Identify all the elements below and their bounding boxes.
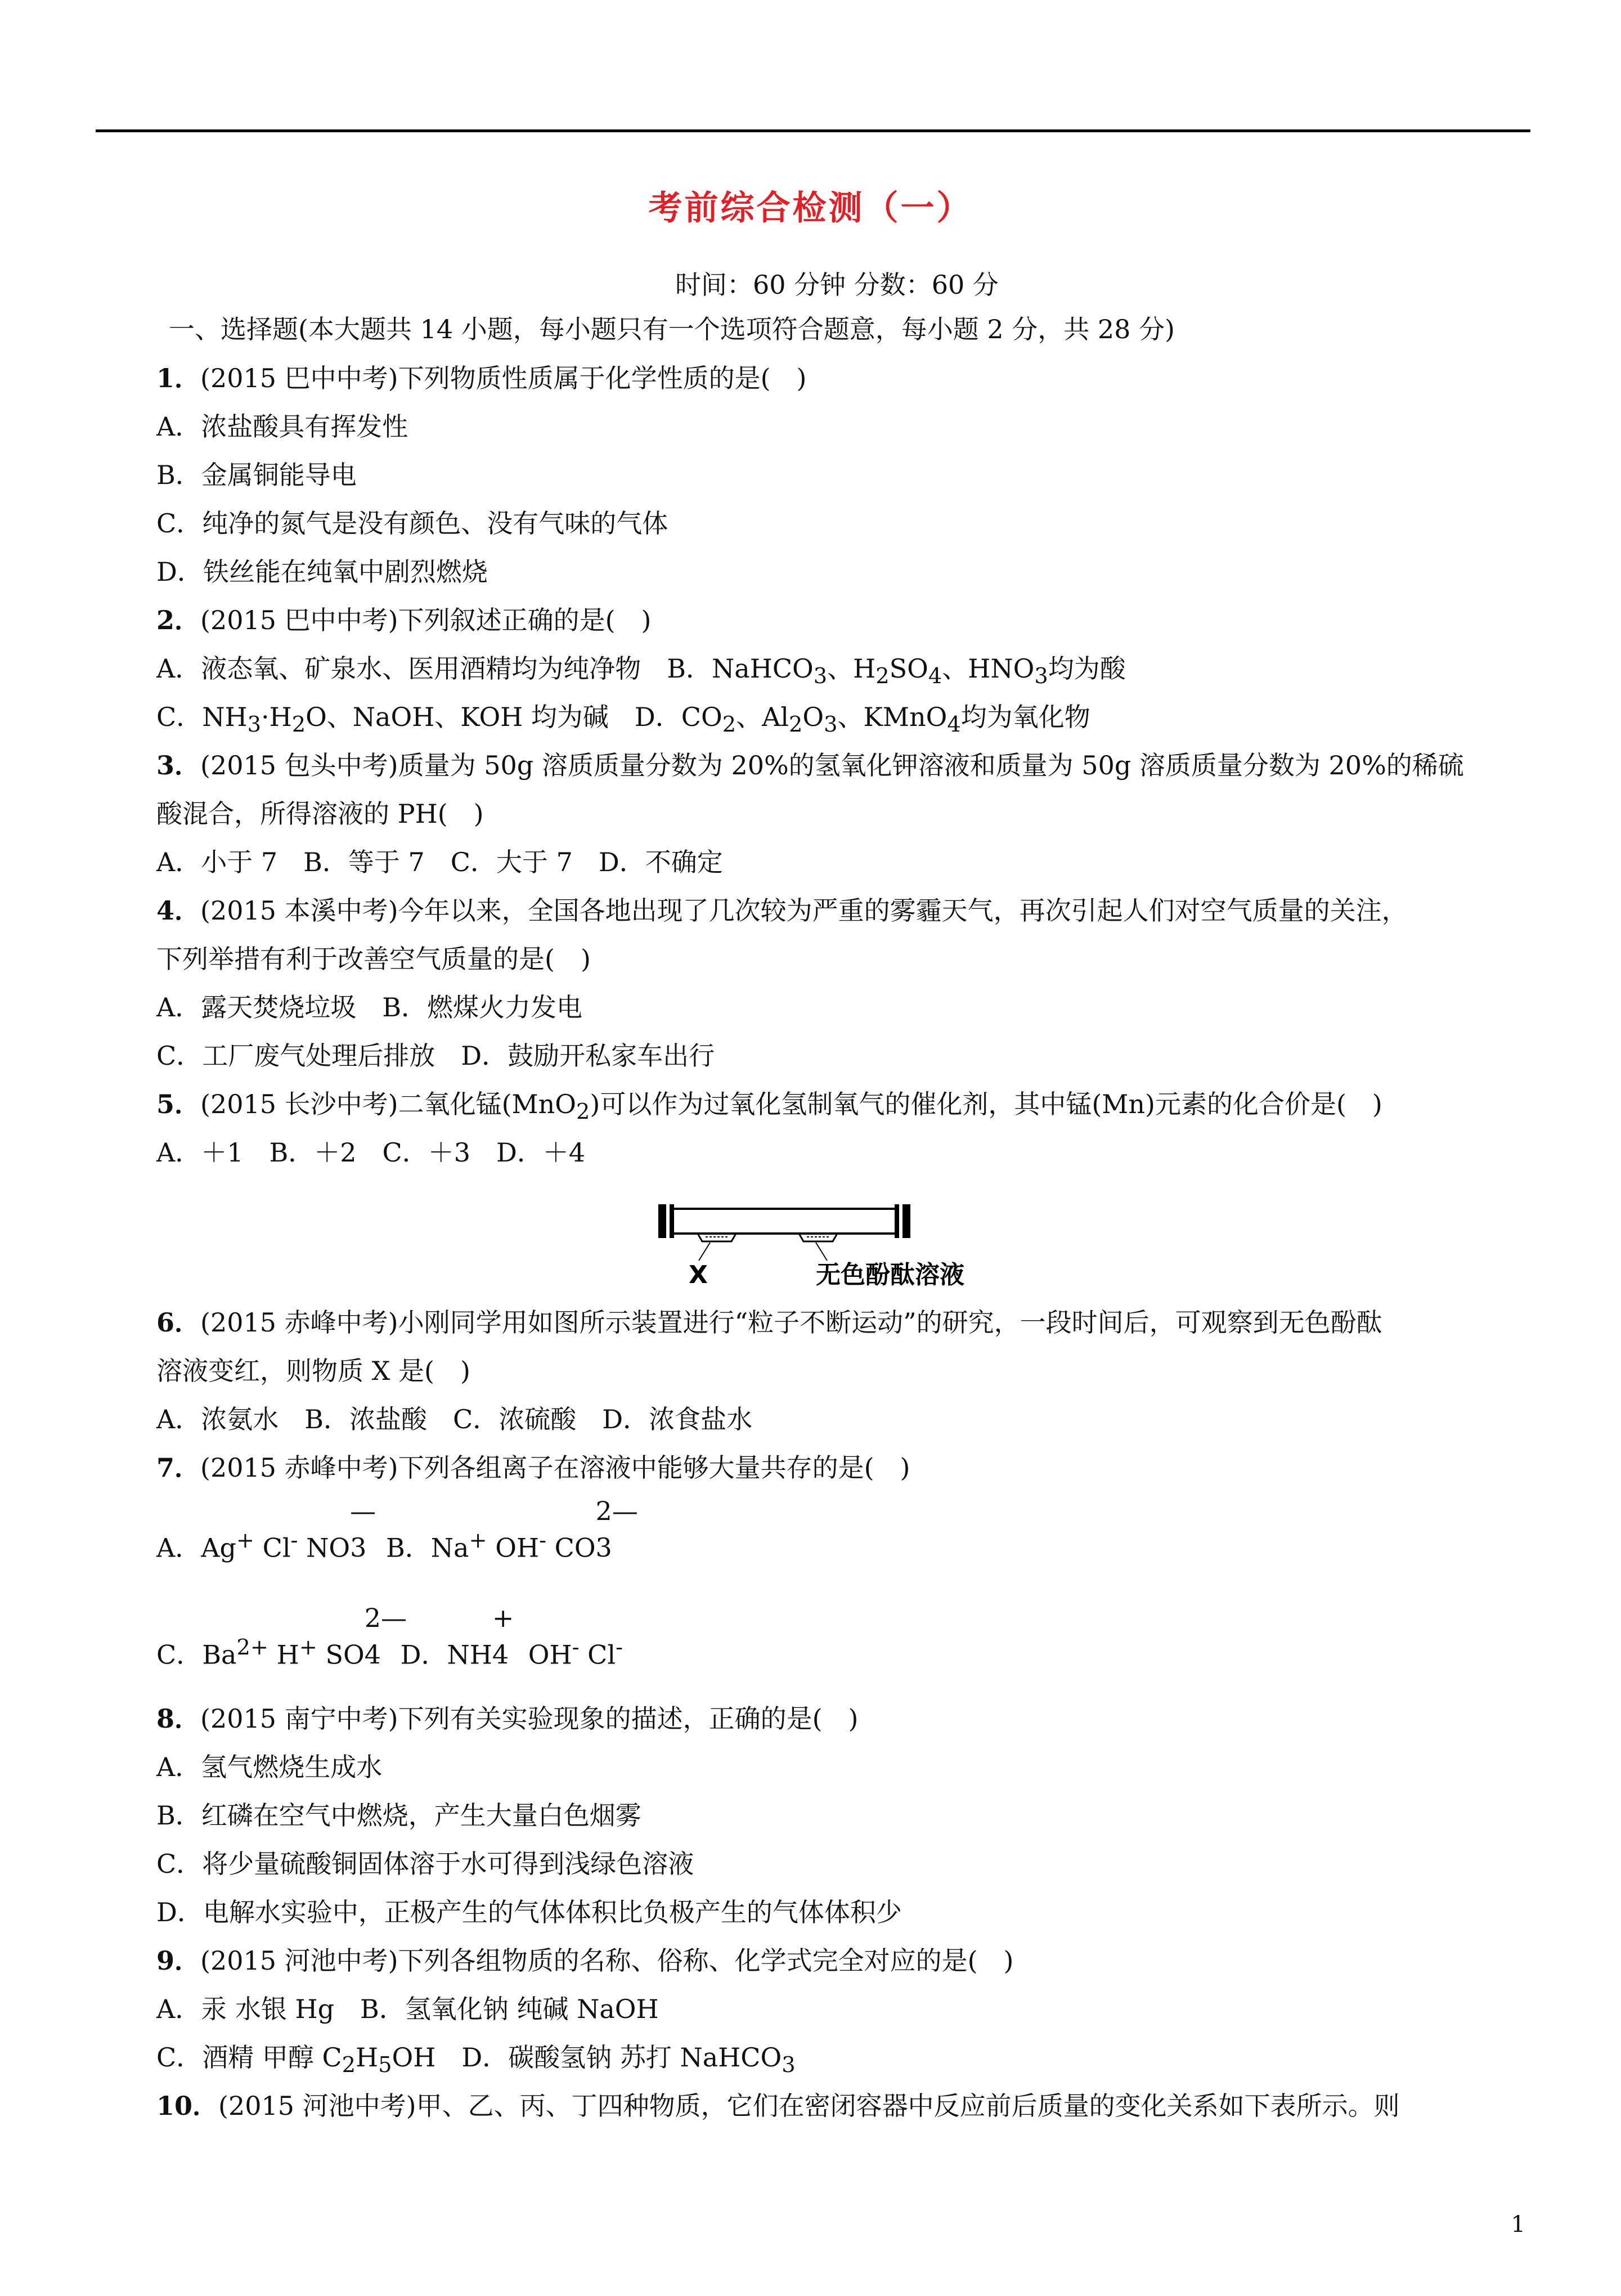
option-text: C．Ba [156, 1639, 237, 1670]
option-text: NO [298, 1532, 351, 1563]
question-number: 9． [156, 1945, 201, 1976]
option-text: A．Ag [156, 1532, 236, 1563]
option-text: Cl [254, 1532, 291, 1563]
charge: - [290, 1528, 298, 1553]
question-9 [156, 1944, 1014, 1977]
subscript: 2 [576, 1099, 590, 1125]
carbonate-ion [595, 1496, 638, 1564]
section-heading: 一、选择题(本大题共 14 小题，每小题只有一个选项符合题意，每小题 2 分，共 28 分) [169, 314, 1175, 344]
question-number: 3． [156, 750, 201, 781]
question-6-continued: 溶液变红，则物质 X 是( ) [156, 1356, 470, 1386]
question-4 [156, 894, 1408, 927]
option-text: SO [317, 1639, 365, 1670]
charge: - [616, 1635, 623, 1660]
option-text: O、NaOH、KOH 均为碱 D．CO [306, 702, 722, 732]
question-text: (2015 河池中考)甲、乙、丙、丁四种物质，它们在密闭容器中反应前后质量的变化关系如下表所示。则 [218, 2091, 1400, 2121]
q6-options: A．浓氨水 B．浓盐酸 C．浓硫酸 D．浓食盐水 [156, 1404, 753, 1434]
option-text: 均为酸 [1048, 653, 1126, 684]
question-text: (2015 巴中中考)下列叙述正确的是( ) [200, 605, 652, 635]
question-text: )可以作为过氧化氢制氧气的催化剂，其中锰(Mn)元素的化合价是( ) [590, 1089, 1382, 1119]
subscript: 4 [947, 712, 961, 738]
question-number: 7． [156, 1452, 201, 1483]
question-number: 1． [156, 363, 201, 393]
question-7 [156, 1451, 910, 1485]
q1-option-a: A．浓盐酸具有挥发性 [156, 411, 408, 442]
question-1 [156, 361, 807, 395]
question-2 [156, 603, 652, 637]
charge: — [350, 1496, 376, 1527]
q8-option-a: A．氢气燃烧生成水 [156, 1752, 383, 1782]
option-text: D．NH [400, 1639, 492, 1670]
subscript: 3 [247, 712, 261, 738]
charge: + [236, 1528, 255, 1553]
q9-options-ab: A．汞 水银 Hg B．氢氧化钠 纯碱 NaOH [156, 1994, 659, 2024]
option-text: 、HNO [942, 653, 1035, 684]
option-text: H [356, 2042, 379, 2073]
q8-option-c: C．将少量硫酸铜固体溶于水可得到浅绿色溶液 [156, 1849, 694, 1879]
tube-apparatus-figure [647, 1193, 964, 1300]
question-10 [156, 2089, 1400, 2123]
q3-options: A．小于 7 B．等于 7 C．大于 7 D．不确定 [156, 847, 723, 877]
question-text: (2015 赤峰中考)下列各组离子在溶液中能够大量共存的是( ) [200, 1452, 910, 1483]
nitrate-ion [350, 1496, 376, 1564]
subscript: 2 [722, 712, 737, 738]
q1-option-c: C．纯净的氮气是没有颜色、没有气味的气体 [156, 508, 668, 539]
option-text: OH D．碳酸氢钠 苏打 NaHCO [392, 2042, 782, 2073]
question-text: (2015 长沙中考)二氧化锰(MnO [200, 1089, 576, 1119]
subscript: 3 [350, 1532, 367, 1563]
exam-meta: 时间：60 分钟 分数：60 分 [675, 270, 999, 300]
q7-options-ab [156, 1496, 638, 1564]
q8-option-b: B．红磷在空气中燃烧，产生大量白色烟雾 [156, 1800, 641, 1831]
subscript: 5 [378, 2052, 392, 2078]
charge: + [299, 1635, 317, 1660]
question-3-continued: 酸混合，所得溶液的 PH( ) [156, 799, 484, 829]
question-text: (2015 包头中考)质量为 50g 溶质质量分数为 20%的氢氧化钾溶液和质量为 50g 溶质质量分数为 20%的稀硫 [200, 750, 1464, 781]
question-3 [156, 748, 1464, 782]
q5-options: A．＋1 B．＋2 C．＋3 D．＋4 [156, 1137, 586, 1168]
subscript: 4 [492, 1639, 509, 1670]
q2-options-ab [156, 652, 1126, 693]
charge: 2— [364, 1603, 407, 1634]
question-number: 2． [156, 605, 201, 635]
question-5 [156, 1087, 1382, 1129]
figure-label-x: X [689, 1261, 708, 1289]
subscript: 2 [875, 663, 890, 689]
option-text: OH [520, 1639, 572, 1670]
option-text: CO [546, 1532, 596, 1563]
option-text: OH [487, 1532, 540, 1563]
question-4-continued: 下列举措有利于改善空气质量的是( ) [156, 944, 591, 974]
option-text: 、KMnO [837, 702, 948, 732]
page-title: 考前综合检测（一） [648, 189, 973, 228]
charge: - [539, 1528, 547, 1553]
charge: + [492, 1603, 514, 1634]
subscript: 2 [342, 2052, 356, 2078]
subscript: 2 [291, 712, 306, 738]
option-text: 、H [827, 653, 876, 684]
question-text: (2015 赤峰中考)小刚同学用如图所示装置进行“粒子不断运动”的研究，一段时间后，可观察到无色酚酞 [200, 1307, 1382, 1338]
option-text: ·H [261, 702, 292, 732]
q7-options-cd [156, 1603, 623, 1671]
ammonium-ion [492, 1603, 514, 1671]
subscript: 4 [928, 663, 942, 689]
charge: 2— [595, 1496, 638, 1527]
subscript: 2 [789, 712, 803, 738]
option-text: B．Na [386, 1532, 469, 1563]
option-text: C．NH [156, 702, 248, 732]
q4-options-ab: A．露天焚烧垃圾 B．燃煤火力发电 [156, 992, 583, 1023]
header-rule [96, 129, 1530, 132]
subscript: 3 [1034, 663, 1048, 689]
question-number: 8． [156, 1703, 201, 1734]
subscript: 3 [782, 2052, 796, 2078]
charge: + [469, 1528, 487, 1553]
subscript: 4 [364, 1639, 381, 1670]
question-8 [156, 1702, 859, 1736]
page-number: 1 [1511, 2212, 1525, 2237]
charge: 2+ [236, 1635, 268, 1660]
question-number: 4． [156, 895, 201, 926]
question-text: (2015 巴中中考)下列物质性质属于化学性质的是( ) [200, 363, 807, 393]
q1-option-d: D．铁丝能在纯氧中剧烈燃烧 [156, 557, 488, 587]
subscript: 3 [813, 663, 828, 689]
option-text: A．液态氧、矿泉水、医用酒精均为纯净物 B．NaHCO [156, 653, 814, 684]
option-text: Cl [579, 1639, 616, 1670]
figure-label-solution: 无色酚酞溶液 [816, 1261, 964, 1289]
option-text: O [802, 702, 824, 732]
option-text: SO [889, 653, 928, 684]
option-text: C．酒精 甲醇 C [156, 2042, 342, 2073]
sulfate-ion [364, 1603, 407, 1671]
question-6 [156, 1306, 1382, 1339]
q4-options-cd: C．工厂废气处理后排放 D．鼓励开私家车出行 [156, 1041, 715, 1071]
q8-option-d: D．电解水实验中，正极产生的气体体积比负极产生的气体体积少 [156, 1897, 902, 1927]
option-text: H [268, 1639, 299, 1670]
option-text: 均为氧化物 [960, 702, 1090, 732]
question-number: 6． [156, 1307, 201, 1338]
question-text: (2015 河池中考)下列各组物质的名称、俗称、化学式完全对应的是( ) [200, 1945, 1014, 1976]
q1-option-b: B．金属铜能导电 [156, 460, 357, 490]
charge: - [572, 1635, 580, 1660]
option-text: 、Al [736, 702, 789, 732]
q2-options-cd [156, 700, 1090, 742]
question-number: 5． [156, 1089, 201, 1119]
subscript: 3 [824, 712, 838, 738]
subscript: 3 [595, 1532, 612, 1563]
q9-options-cd [156, 2041, 796, 2082]
question-text: (2015 本溪中考)今年以来，全国各地出现了几次较为严重的雾霾天气，再次引起人们对空气质量的关注， [200, 895, 1408, 926]
question-text: (2015 南宁中考)下列有关实验现象的描述，正确的是( ) [200, 1703, 859, 1734]
question-number: 10． [156, 2091, 219, 2121]
